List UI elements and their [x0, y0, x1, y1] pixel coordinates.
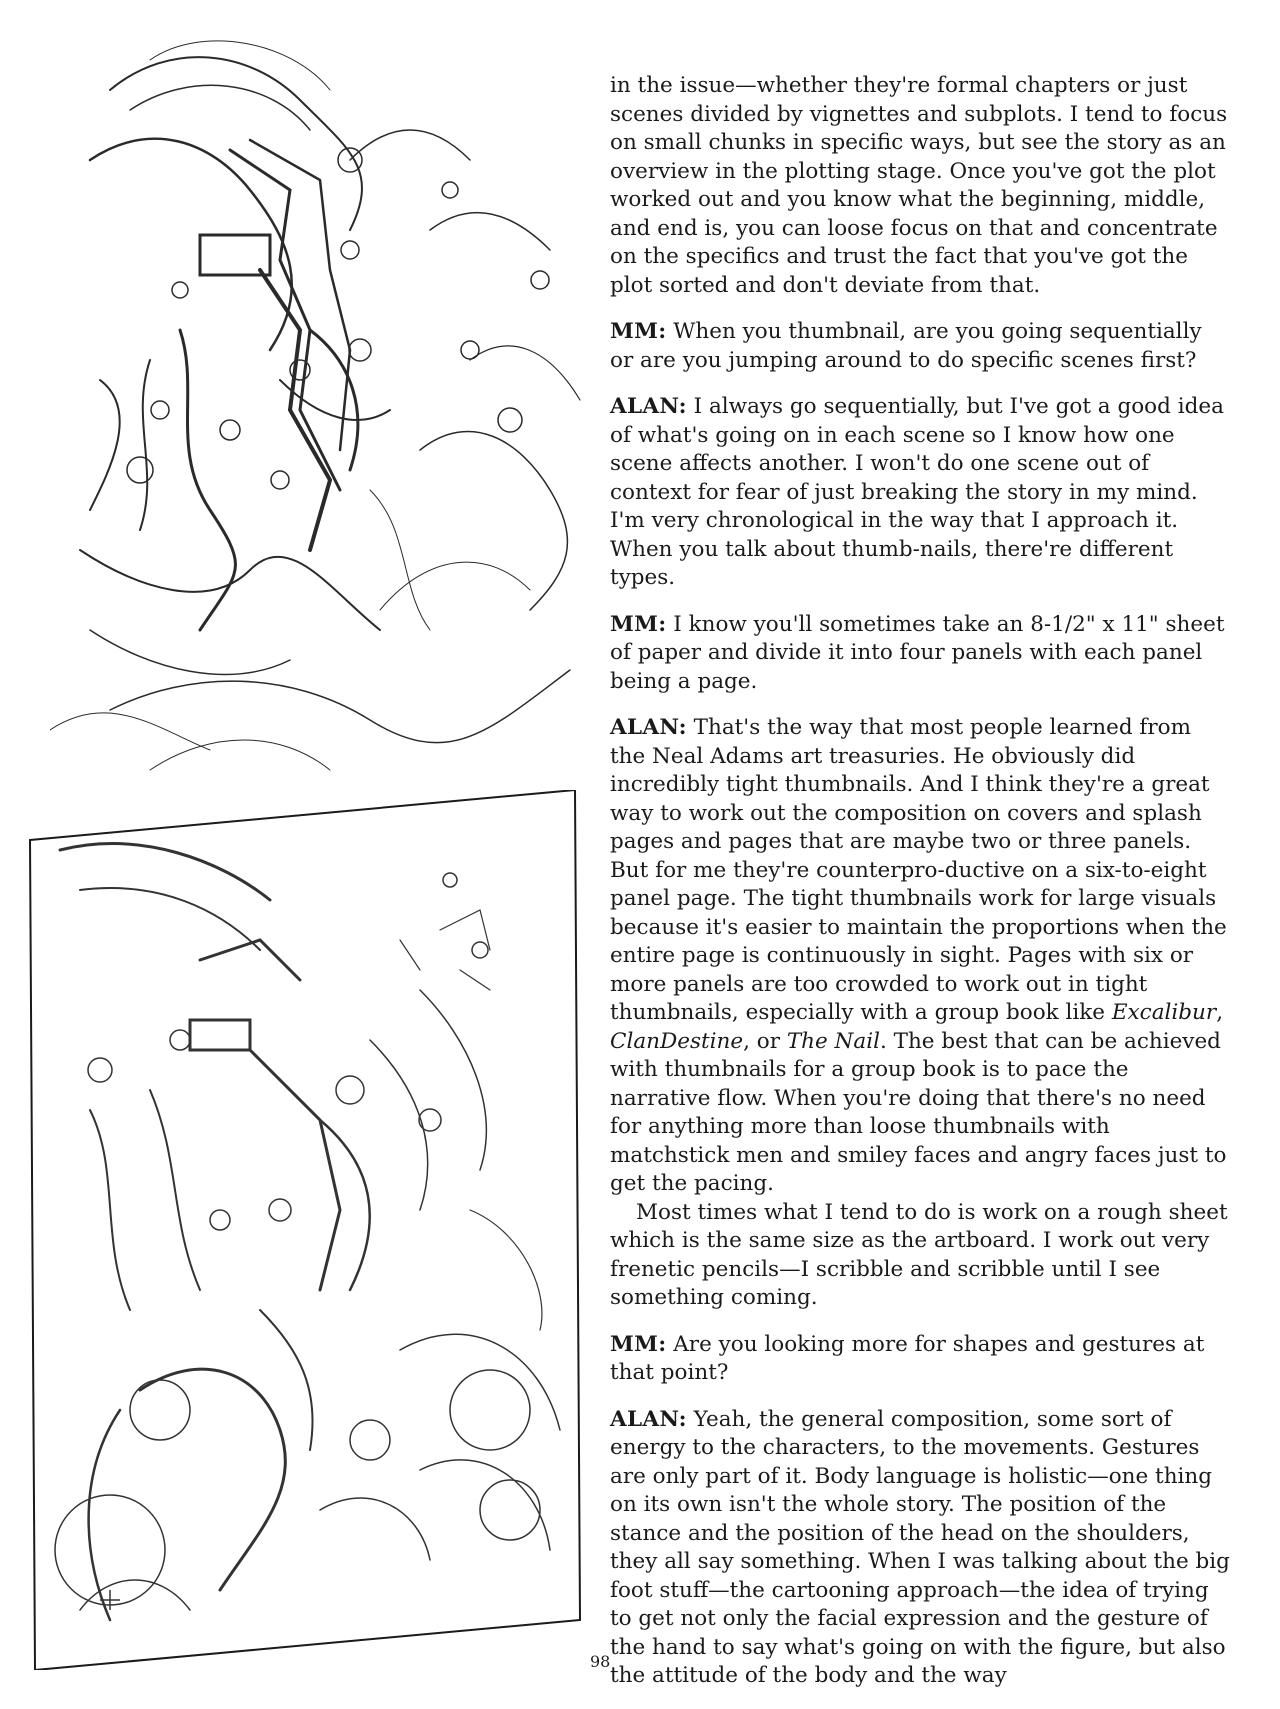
paragraph-alan-answer-2: ALAN: That's the way that most people learned from the Neal Adams art treasuries. He obviously did incredibly tight thumbnails. And I think they're a great way to work out the composition on covers and splash pages and pages that are maybe two or three panels. But for me they're counterpro-ductive on a six-to-eight panel page. The tight thumbnails work for large visuals because it's easier to maintain the proportions when the entire page is continuously in sight. Pages with six or more panels are too crowded to work out in tight thumbnails, especially with a group book like Excalibur, ClanDestine, or The Nail. The best that can be achieved with thumbnails for a group book is to pace the narrative flow. When you're doing that there's no need for anything more than loose thumbnails with matchstick men and smiley faces and angry faces just to get the pacing. — [610, 715, 1227, 1196]
speaker-label: ALAN: — [610, 715, 687, 740]
speaker-label: ALAN: — [610, 1406, 687, 1432]
title-the-nail: The Nail — [786, 1028, 880, 1054]
page-number: 98 — [590, 1652, 611, 1671]
tight-pencil-drawing — [20, 790, 590, 1670]
rough-pencil-sketch — [50, 30, 610, 830]
paragraph-alan-answer-1: ALAN: I always go sequentially, but I've got a good idea of what's going on in each scene so I know how one scene affects another. I won't do one scene out of context for fear of just breaking the story in my mind. I'm very chronological in the way that I approach it. When you talk about thumb-nails, there're different types. — [610, 394, 1224, 590]
paragraph-mm-question-2: MM: I know you'll sometimes take an 8-1/2" x 11" sheet of paper and divide it into four panels with each panel being a page. — [610, 611, 1225, 694]
paragraph-alan-continued: Most times what I tend to do is work on a rough sheet which is the same size as the artboard. I work out very frenetic pencils—I scribble and scribble until I see something coming. — [610, 1199, 1228, 1310]
title-excalibur: Excalibur — [1111, 1000, 1217, 1025]
speaker-label: MM: — [610, 611, 667, 637]
title-clandestine: ClanDestine — [610, 1028, 744, 1054]
speaker-label: ALAN: — [610, 394, 687, 419]
interview-text-column — [610, 72, 1230, 1709]
paragraph-mm-question-3: MM: Are you looking more for shapes and gestures at that point? — [610, 1331, 1205, 1385]
paragraph-mm-question-1: MM: When you thumbnail, are you going sequentially or are you jumping around to do specific scenes first? — [610, 319, 1202, 373]
paragraph-alan-answer-3: ALAN: Yeah, the general composition, some sort of energy to the characters, to the movements. Gestures are only part of it. Body language is holistic—one thing on its own isn't the whole story. The position of the stance and the position of the head on the shoulders, they all say something. When I was talking about the big foot stuff—the cartooning approach—the idea of trying to get not only the facial expression and the gesture of the hand to say what's going on with the figure, but also the attitude of the body and the way — [610, 1406, 1230, 1688]
paragraph-intro: in the issue—whether they're formal chapters or just scenes divided by vignettes and subplots. I tend to focus on small chunks in specific ways, but see the story as an overview in the plotting stage. Once you've got the plot worked out and you know what the beginning, middle, and end is, you can loose focus on that and concentrate on the specifics and trust the fact that you've got the plot sorted and don't deviate from that. — [610, 73, 1228, 298]
speaker-label: MM: — [610, 319, 667, 344]
speaker-label: MM: — [610, 1331, 667, 1357]
